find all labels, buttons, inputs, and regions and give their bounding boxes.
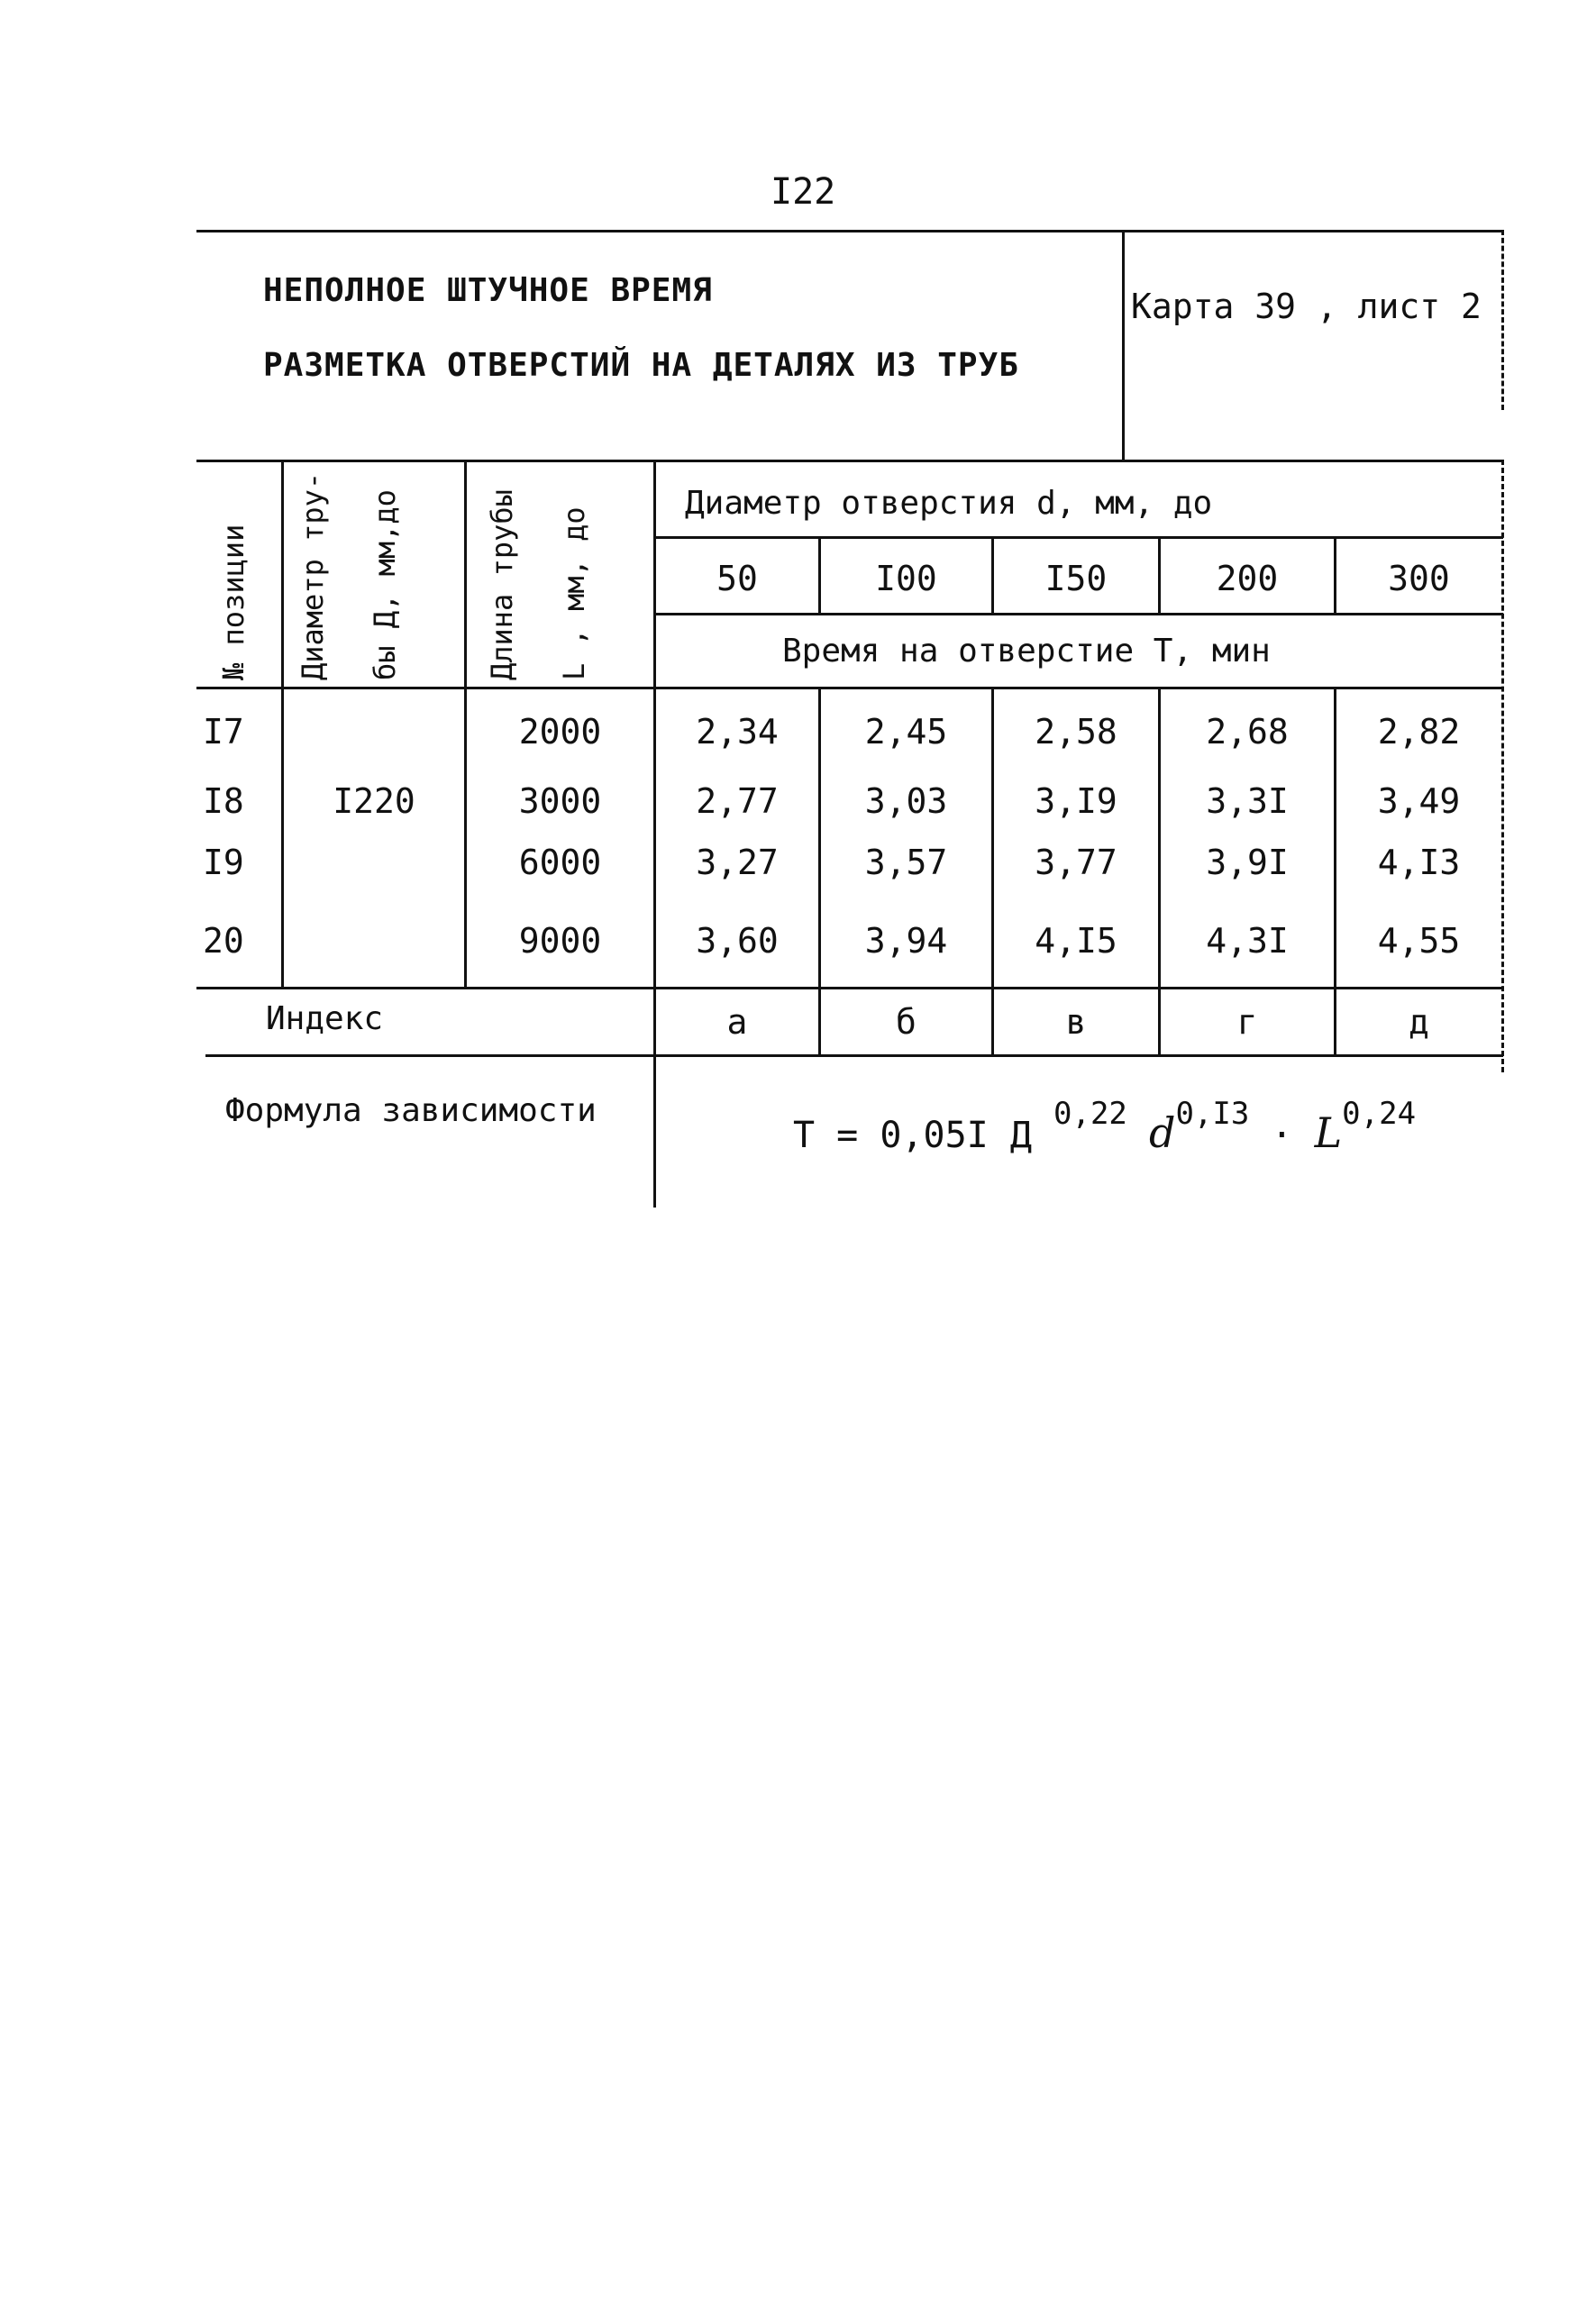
hole-diam-values-rule — [653, 613, 1503, 615]
index-d: д — [1409, 1002, 1429, 1042]
row-19-value-a: 3,27 — [696, 843, 779, 882]
index-top-rule — [196, 987, 1503, 989]
row-18-value-v: 3,I9 — [1035, 781, 1117, 821]
header-right-edge — [1501, 230, 1504, 410]
formula-label: Формула зависимости — [225, 1092, 597, 1129]
header-card-divider — [1122, 230, 1125, 460]
index-label: Индекс — [266, 1000, 384, 1037]
header-bottom-rule — [196, 687, 1503, 689]
row-19-value-d: 4,I3 — [1377, 843, 1461, 882]
row-18-value-a: 2,77 — [696, 781, 779, 821]
formula-exp-pipe-diameter: 0,22 — [1053, 1096, 1127, 1132]
formula-symbol-hole-diameter: d — [1148, 1108, 1176, 1157]
row-18-value-d: 3,49 — [1377, 781, 1461, 821]
hole-diam-header-rule — [653, 536, 1503, 539]
formula-expression: Т = 0,05I Д $^{0,22}$ $d^{0,I3} \cdot L^{0,24}$ — [793, 1096, 1417, 1157]
row-18-pos: I8 — [203, 781, 244, 821]
row-17-value-b: 2,45 — [864, 712, 948, 752]
index-a: а — [726, 1002, 748, 1042]
index-b: б — [896, 1002, 917, 1042]
index-g: г — [1236, 1002, 1258, 1042]
row-19-value-b: 3,57 — [864, 843, 948, 882]
hole-diameter-100: I00 — [875, 559, 937, 598]
pipe-length-header-2: L , мм, до — [557, 506, 591, 680]
row-17-value-d: 2,82 — [1377, 712, 1461, 752]
table-top-rule — [196, 460, 1503, 462]
hole-diameter-50: 50 — [716, 559, 758, 598]
header-top-rule — [196, 230, 1503, 232]
hole-diameter-300: 300 — [1388, 559, 1450, 598]
index-v: в — [1065, 1002, 1087, 1042]
row-20-value-g: 4,3I — [1206, 921, 1289, 961]
page-number: I22 — [771, 171, 836, 213]
document-title: НЕПОЛНОЕ ШТУЧНОЕ ВРЕМЯ — [263, 272, 713, 309]
formula-symbol-length: L — [1314, 1108, 1343, 1157]
row-20-value-b: 3,94 — [864, 921, 948, 961]
formula-exp-hole-diameter: 0,I3 — [1175, 1096, 1250, 1132]
formula-lhs: Т = 0,05I Д — [793, 1115, 1032, 1156]
pipe-diameter-value: I220 — [333, 781, 415, 821]
pipe-length-header-1: Длина трубы — [485, 489, 519, 680]
position-column-header: № позиции — [216, 524, 251, 680]
row-17-length: 2000 — [518, 712, 602, 752]
row-17-value-v: 2,58 — [1035, 712, 1117, 752]
card-sheet-label: Карта 39 , лист 2 — [1131, 287, 1482, 326]
document-subtitle: РАЗМЕТКА ОТВЕРСТИЙ НА ДЕТАЛЯХ ИЗ ТРУБ — [263, 347, 1019, 384]
pipe-diameter-header-1: Диаметр тру- — [296, 471, 330, 680]
col-line-pos — [281, 460, 284, 989]
time-header: Время на отверстие Т, мин — [782, 633, 1271, 670]
hole-diameter-header: Диаметр отверстия d, мм, до — [685, 485, 1213, 522]
table-right-edge — [1501, 460, 1504, 1072]
row-19-pos: I9 — [203, 843, 244, 882]
row-18-value-g: 3,3I — [1206, 781, 1289, 821]
row-20-value-a: 3,60 — [696, 921, 779, 961]
row-19-value-v: 3,77 — [1035, 843, 1117, 882]
pipe-diameter-header-2: бы Д, мм,до — [368, 489, 402, 680]
formula-exp-length: 0,24 — [1342, 1096, 1417, 1132]
row-19-length: 6000 — [518, 843, 602, 882]
row-17-value-g: 2,68 — [1206, 712, 1289, 752]
row-20-pos: 20 — [203, 921, 244, 961]
row-20-value-d: 4,55 — [1377, 921, 1461, 961]
row-18-value-b: 3,03 — [864, 781, 948, 821]
row-19-value-g: 3,9I — [1206, 843, 1289, 882]
hole-diameter-150: I50 — [1044, 559, 1108, 598]
row-18-length: 3000 — [518, 781, 602, 821]
row-17-value-a: 2,34 — [696, 712, 779, 752]
row-17-pos: I7 — [203, 712, 244, 752]
index-bottom-rule — [205, 1054, 1503, 1057]
row-20-length: 9000 — [518, 921, 602, 961]
hole-diameter-200: 200 — [1216, 559, 1279, 598]
row-20-value-v: 4,I5 — [1035, 921, 1117, 961]
